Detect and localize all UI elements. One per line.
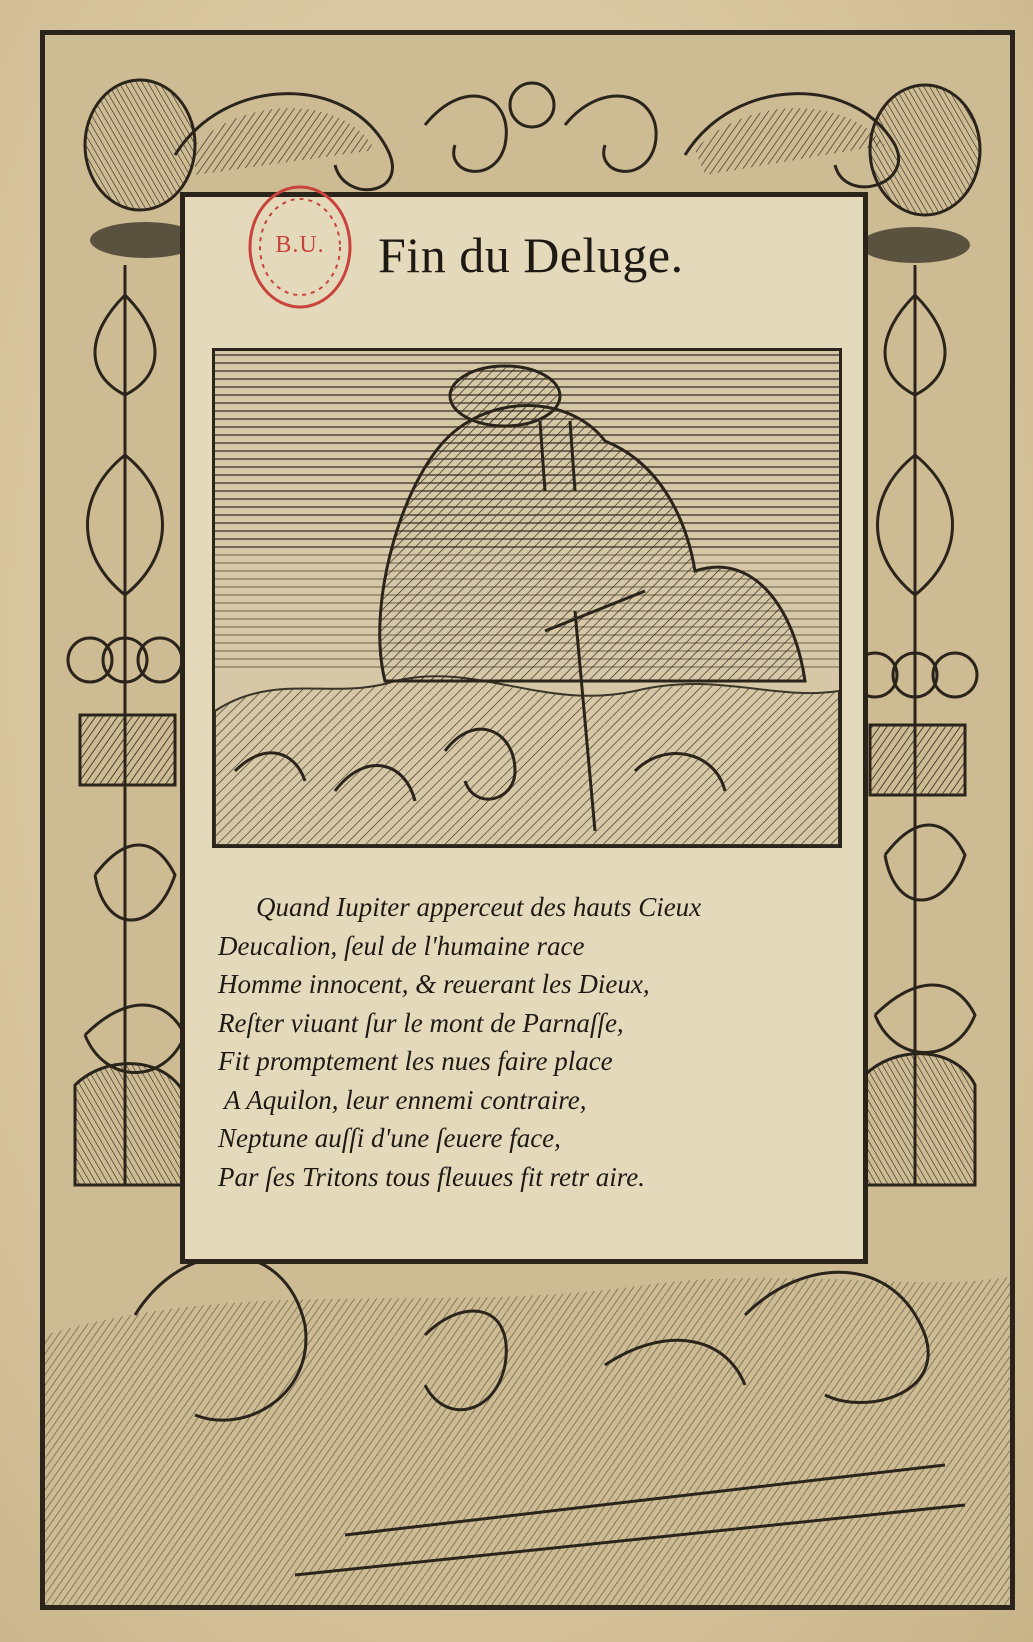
woodcut-graphic — [215, 351, 839, 845]
deluge-woodcut-illustration — [212, 348, 842, 848]
page-title: Fin du Deluge. — [378, 227, 684, 283]
stamp-text: B.U. — [275, 232, 325, 258]
library-stamp — [245, 182, 355, 312]
poem-line-2: Deucalion, ſeul de l'humaine race — [218, 930, 585, 961]
poem-line-4: Reſter viuant ſur le mont de Parnaſſe, — [218, 1007, 624, 1038]
poem-text — [218, 888, 838, 1196]
poem-line-3: Homme innocent, & reuerant les Dieux, — [218, 969, 650, 999]
poem-line-1: Quand Iupiter apperceut des hauts Cieux — [256, 892, 702, 922]
poem-line-8: Par ſes Tritons tous fleuues fit retr aire. — [218, 1161, 646, 1192]
poem-line-6: A Aquilon, leur ennemi contraire, — [224, 1084, 587, 1115]
poem-line-5: Fit promptement les nues faire place — [218, 1046, 613, 1076]
poem-line-7: Neptune auſſi d'une ſeuere face, — [218, 1123, 561, 1153]
